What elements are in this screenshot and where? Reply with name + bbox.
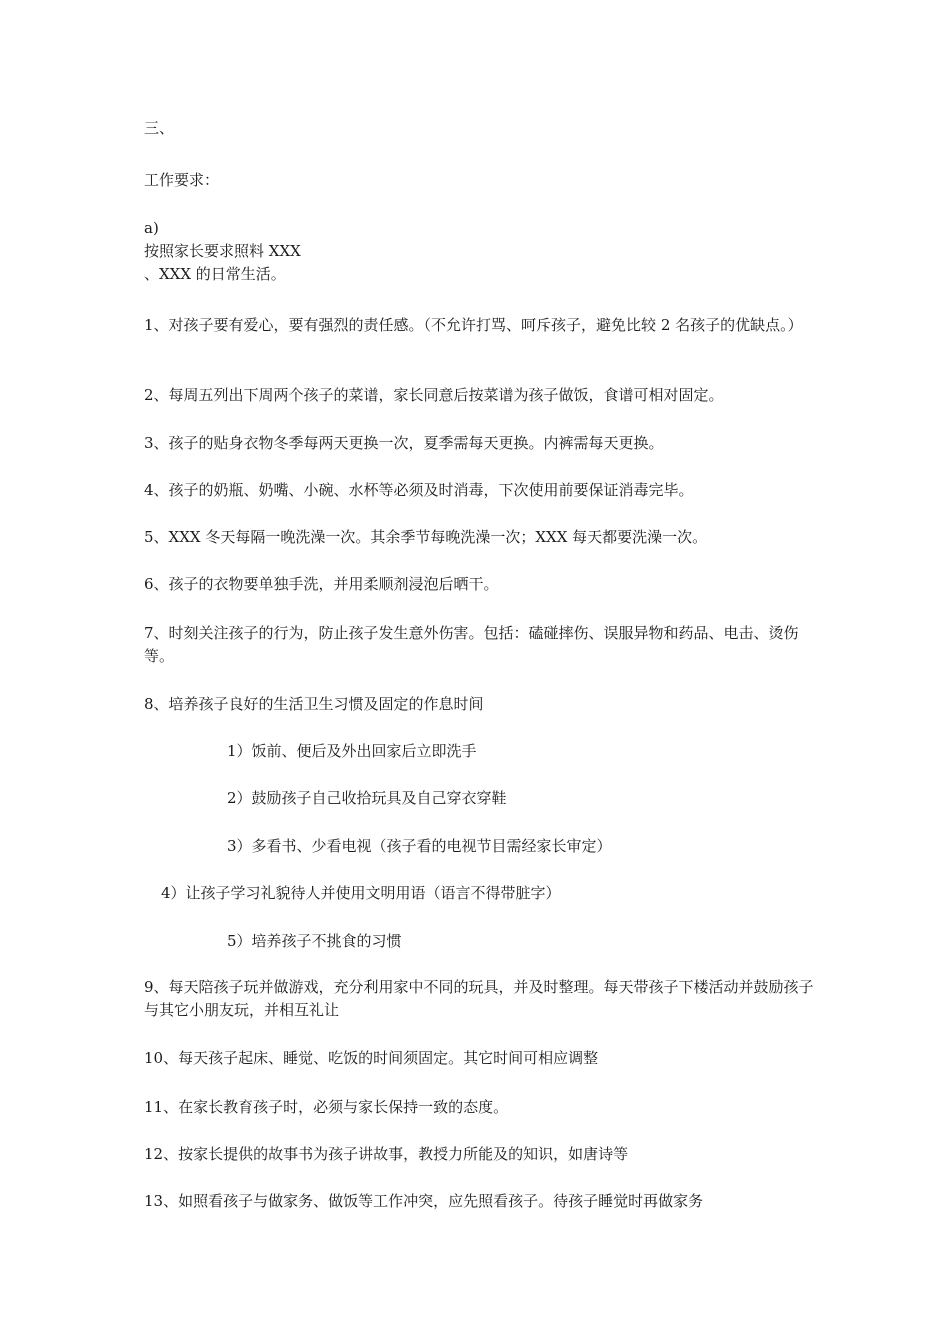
requirement-item-5: 5、XXX 冬天每隔一晚洗澡一次。其余季节每晚洗澡一次；XXX 每天都要洗澡一次。: [144, 528, 708, 546]
habit-sub-item-2: 2）鼓励孩子自己收拾玩具及自己穿衣穿鞋: [227, 789, 507, 807]
section-heading: 三、: [144, 119, 175, 137]
item-a-line2: 、XXX 的日常生活。: [144, 265, 286, 283]
habit-sub-item-3: 3）多看书、少看电视（孩子看的电视节目需经家长审定）: [227, 837, 612, 855]
requirement-item-9: 9、每天陪孩子玩并做游戏，充分利用家中不同的玩具，并及时整理。每天带孩子下楼活动并鼓励孩子与其它小朋友玩，并相互礼让: [144, 978, 814, 1019]
requirement-item-6: 6、孩子的衣物要单独手洗，并用柔顺剂浸泡后晒干。: [144, 575, 499, 593]
requirement-item-1: 1、对孩子要有爱心，要有强烈的责任感。（不允许打骂、呵斥孩子，避免比较 2 名孩子的优缺点。）: [144, 316, 803, 334]
habit-sub-item-1: 1）饭前、便后及外出回家后立即洗手: [227, 742, 477, 760]
requirement-item-2: 2、每周五列出下周两个孩子的菜谱，家长同意后按菜谱为孩子做饭，食谱可相对固定。: [144, 386, 724, 404]
requirement-item-12: 12、按家长提供的故事书为孩子讲故事，教授力所能及的知识，如唐诗等: [144, 1145, 629, 1163]
requirement-item-10: 10、每天孩子起床、睡觉、吃饭的时间须固定。其它时间可相应调整: [144, 1049, 599, 1067]
requirement-item-3: 3、孩子的贴身衣物冬季每两天更换一次，夏季需每天更换。内裤需每天更换。: [144, 434, 664, 452]
requirement-item-7: 7、时刻关注孩子的行为，防止孩子发生意外伤害。包括：磕碰摔伤、误服异物和药品、电击、烫伤等。: [144, 624, 799, 665]
item-a-marker: a): [144, 219, 159, 237]
requirement-item-8: 8、培养孩子良好的生活卫生习惯及固定的作息时间: [144, 695, 484, 713]
habit-sub-item-5: 5）培养孩子不挑食的习惯: [227, 932, 402, 950]
requirement-item-13: 13、如照看孩子与做家务、做饭等工作冲突，应先照看孩子。待孩子睡觉时再做家务: [144, 1192, 704, 1210]
requirement-item-4: 4、孩子的奶瓶、奶嘴、小碗、水杯等必须及时消毒，下次使用前要保证消毒完毕。: [144, 481, 694, 499]
work-requirements-label: 工作要求：: [144, 171, 220, 189]
requirement-item-11: 11、在家长教育孩子时，必须与家长保持一致的态度。: [144, 1098, 509, 1116]
item-a-line1: 按照家长要求照料 XXX: [144, 242, 301, 260]
habit-sub-item-4: 4）让孩子学习礼貌待人并使用文明用语（语言不得带脏字）: [161, 884, 561, 902]
